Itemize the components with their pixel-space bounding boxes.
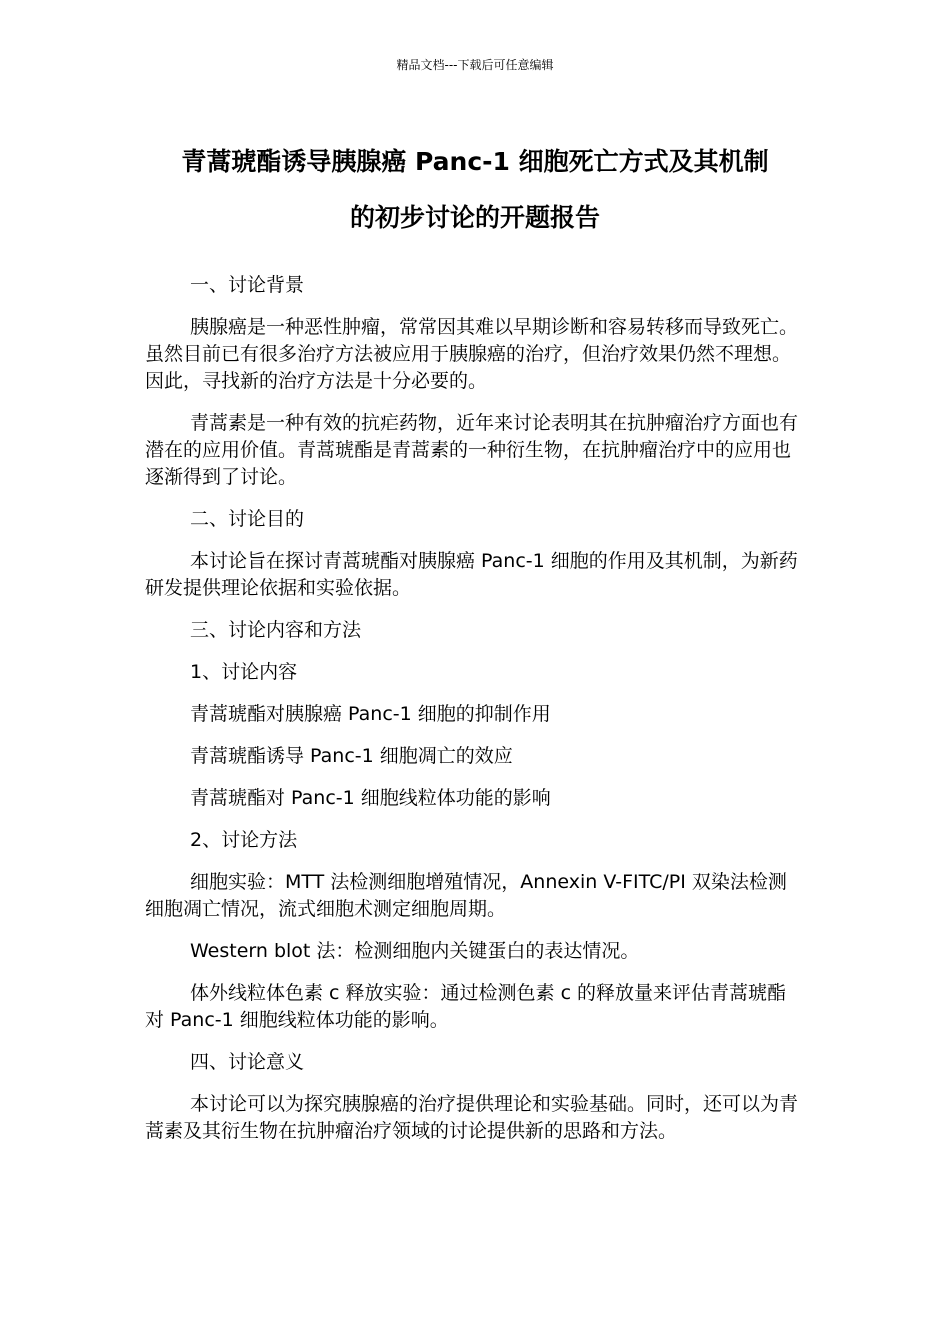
page-header: 精品文档---下载后可任意编辑 [396,58,554,72]
section-heading-background: 一、讨论背景 [190,274,305,296]
section-heading-content-methods: 三、讨论内容和方法 [190,619,362,641]
content-item: 青蒿琥酯诱导 Panc-1 细胞凋亡的效应 [190,745,513,767]
subheading-content: 1、讨论内容 [190,661,298,683]
method-item: 细胞实验：MTT 法检测细胞增殖情况，Annexin V-FITC/PI 双染法检测细胞凋亡情况，流式细胞术测定细胞周期。 [145,871,787,920]
paragraph-background-1: 胰腺癌是一种恶性肿瘤，常常因其难以早期诊断和容易转移而导致死亡。虽然目前已有很多治疗方法被应用于胰腺癌的治疗，但治疗效果仍然不理想。因此，寻找新的治疗方法是十分必要的。 [145,316,799,392]
paragraph-purpose: 本讨论旨在探讨青蒿琥酯对胰腺癌 Panc-1 细胞的作用及其机制，为新药研发提供理论依据和实验依据。 [145,550,798,599]
section-heading-purpose: 二、讨论目的 [190,508,305,530]
document-title [100,134,850,246]
content-item: 青蒿琥酯对 Panc-1 细胞线粒体功能的影响 [190,787,551,809]
paragraph-significance: 本讨论可以为探究胰腺癌的治疗提供理论和实验基础。同时，还可以为青蒿素及其衍生物在抗肿瘤治疗领域的讨论提供新的思路和方法。 [145,1093,799,1142]
document-body [145,272,805,1160]
title-line-2: 的初步讨论的开题报告 [349,203,600,232]
method-item: 体外线粒体色素 c 释放实验：通过检测色素 c 的释放量来评估青蒿琥酯对 Panc-1 细胞线粒体功能的影响。 [145,982,787,1031]
title-line-1: 青蒿琥酯诱导胰腺癌 Panc-1 细胞死亡方式及其机制 [181,147,769,176]
content-item: 青蒿琥酯对胰腺癌 Panc-1 细胞的抑制作用 [190,703,551,725]
subheading-methods: 2、讨论方法 [190,829,298,851]
paragraph-background-2: 青蒿素是一种有效的抗疟药物，近年来讨论表明其在抗肿瘤治疗方面也有潜在的应用价值。青蒿琥酯是青蒿素的一种衍生物，在抗肿瘤治疗中的应用也逐渐得到了讨论。 [145,412,799,488]
section-heading-significance: 四、讨论意义 [190,1051,305,1073]
method-item: Western blot 法：检测细胞内关键蛋白的表达情况。 [190,940,640,962]
